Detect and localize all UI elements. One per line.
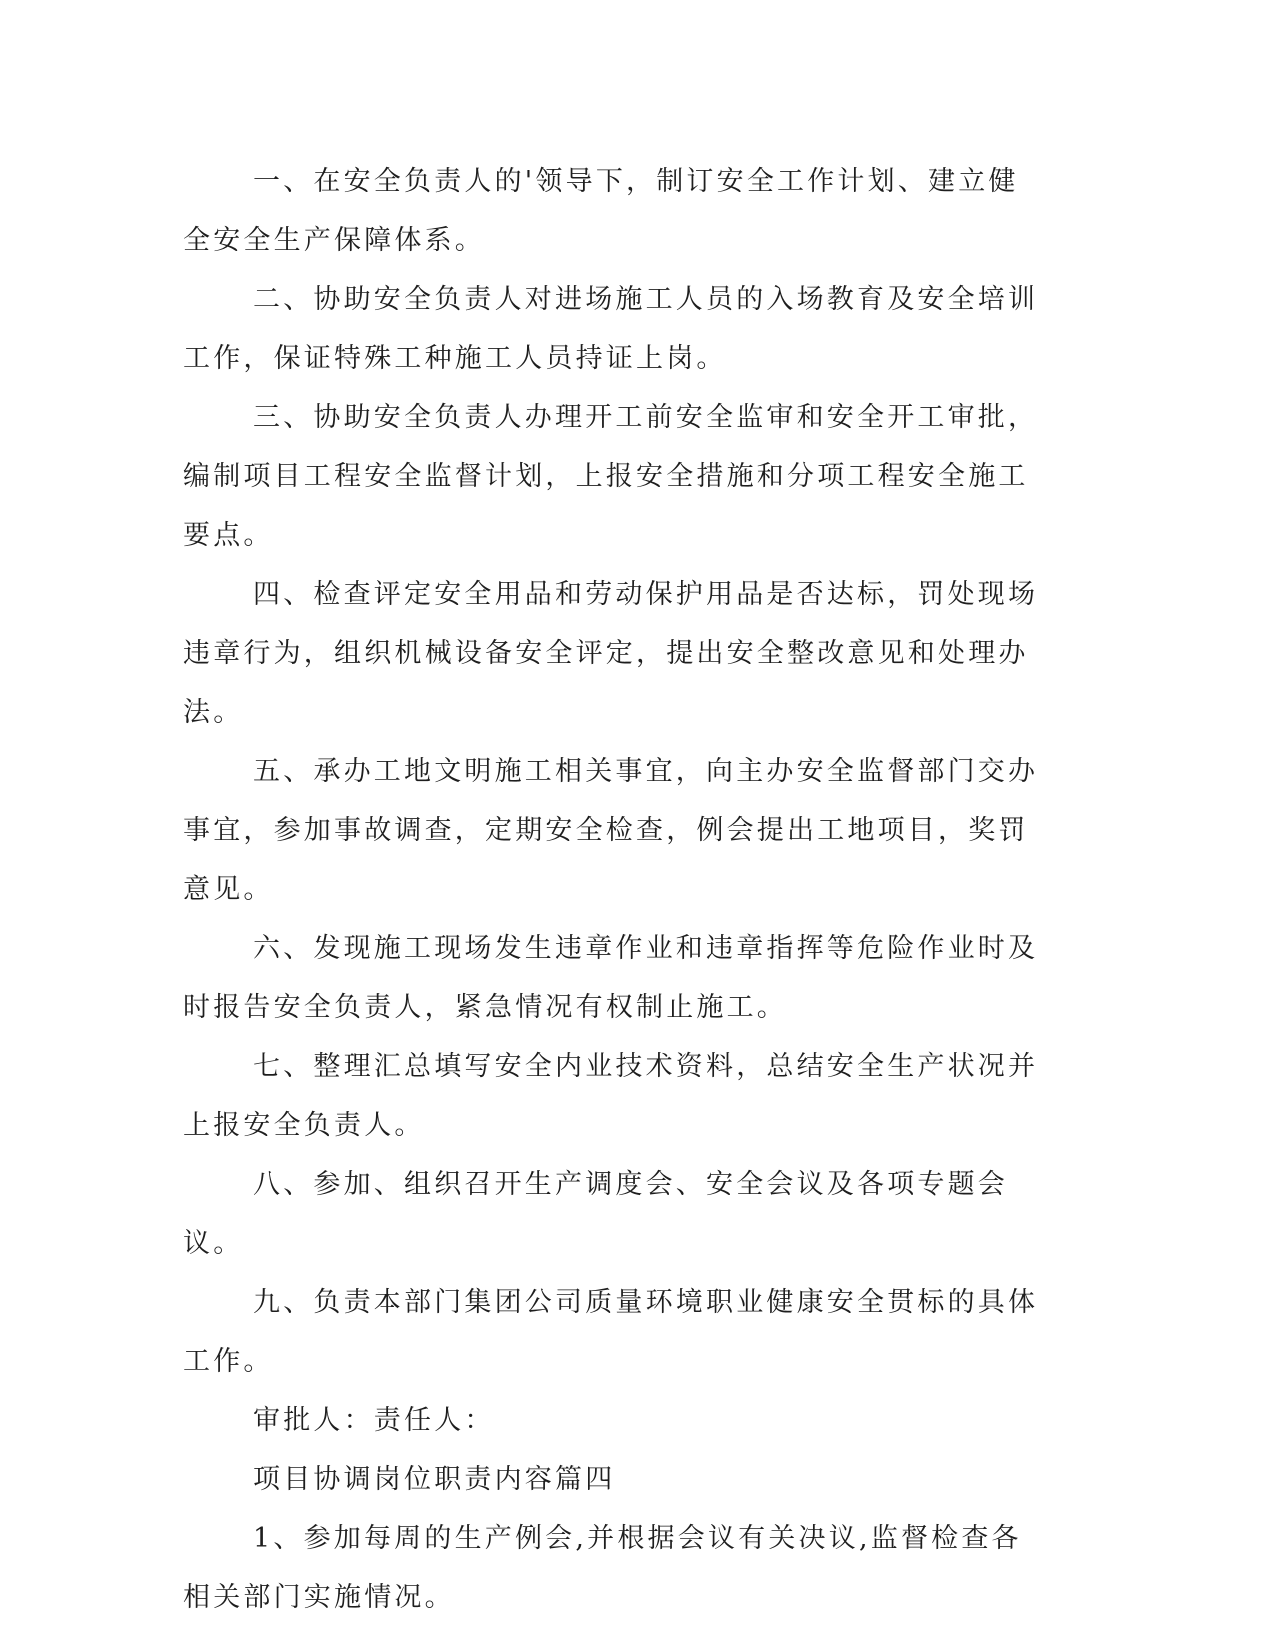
paragraph-3: 三、协助安全负责人办理开工前安全监审和安全开工审批，编制项目工程安全监督计划，上报安全措施和分项工程安全施工要点。: [183, 402, 1039, 551]
paragraph-5: 五、承办工地文明施工相关事宜，向主办安全监督部门交办事宜，参加事故调查，定期安全检查，例会提出工地项目，奖罚意见。: [183, 756, 1039, 905]
paragraph-10: 1、参加每周的生产例会,并根据会议有关决议,监督检查各相关部门实施情况。: [183, 1523, 1022, 1613]
paragraph-8: 八、参加、组织召开生产调度会、安全会议及各项专题会议。: [183, 1169, 1008, 1259]
signature-line: 审批人：责任人：: [253, 1405, 495, 1436]
document-body: [183, 152, 1043, 1627]
paragraph-7: 七、整理汇总填写安全内业技术资料，总结安全生产状况并上报安全负责人。: [183, 1051, 1039, 1141]
section-heading: 项目协调岗位职责内容篇四: [253, 1464, 616, 1495]
paragraph-1: 一、在安全负责人的'领导下，制订安全工作计划、建立健全安全生产保障体系。: [183, 166, 1019, 256]
paragraph-2: 二、协助安全负责人对进场施工人员的入场教育及安全培训工作，保证特殊工种施工人员持证上岗。: [183, 284, 1039, 374]
paragraph-4: 四、检查评定安全用品和劳动保护用品是否达标，罚处现场违章行为，组织机械设备安全评定，提出安全整改意见和处理办法。: [183, 579, 1039, 728]
paragraph-9: 九、负责本部门集团公司质量环境职业健康安全贯标的具体工作。: [183, 1287, 1039, 1377]
paragraph-6: 六、发现施工现场发生违章作业和违章指挥等危险作业时及时报告安全负责人，紧急情况有权制止施工。: [183, 933, 1039, 1023]
